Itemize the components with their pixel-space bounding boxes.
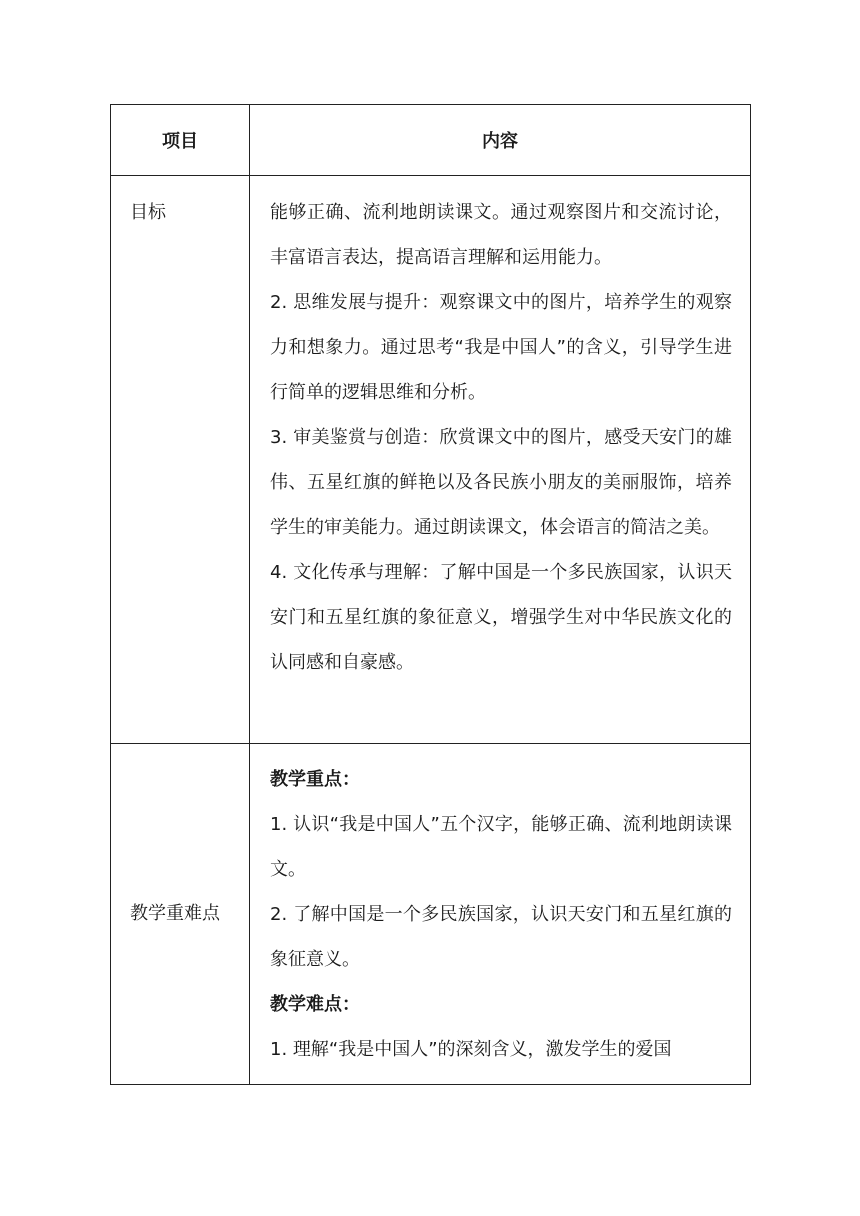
key-points-label: 教学重难点 — [130, 903, 220, 924]
header-content-cell: 内容 — [250, 105, 751, 176]
table-header-row — [111, 105, 751, 176]
goals-paragraph: 2. 思维发展与提升：观察课文中的图片，培养学生的观察力和想象力。通过思考“我是中国人”的含义，引导学生进行简单的逻辑思维和分析。 — [270, 292, 732, 403]
focus-item: 1. 认识“我是中国人”五个汉字，能够正确、流利地朗读课文。 — [270, 814, 732, 880]
lesson-plan-table — [110, 104, 751, 1085]
goals-label-cell — [111, 176, 250, 744]
goals-content — [250, 176, 750, 685]
header-item-cell: 项目 — [111, 105, 250, 176]
focus-heading: 教学重点： — [270, 769, 360, 790]
goals-label: 目标 — [130, 202, 166, 223]
goals-paragraph: 4. 文化传承与理解：了解中国是一个多民族国家，认识天安门和五星红旗的象征意义，增强学生对中华民族文化的认同感和自豪感。 — [270, 562, 732, 673]
key-points-content-cell — [250, 744, 751, 1085]
goals-paragraph: 能够正确、流利地朗读课文。通过观察图片和交流讨论，丰富语言表达，提高语言理解和运用能力。 — [270, 202, 732, 268]
table-row-key-points — [111, 744, 751, 1085]
key-points-content — [250, 744, 750, 1084]
difficulty-item: 1. 理解“我是中国人”的深刻含义，激发学生的爱国 — [270, 1039, 672, 1060]
focus-item: 2. 了解中国是一个多民族国家，认识天安门和五星红旗的象征意义。 — [270, 904, 732, 970]
table-row-goals — [111, 176, 751, 744]
goals-paragraph: 3. 审美鉴赏与创造：欣赏课文中的图片，感受天安门的雄伟、五星红旗的鲜艳以及各民族小朋友的美丽服饰，培养学生的审美能力。通过朗读课文，体会语言的简洁之美。 — [270, 427, 732, 538]
key-points-label-cell — [111, 744, 250, 1085]
difficulty-heading: 教学难点： — [270, 994, 360, 1015]
goals-content-cell — [250, 176, 751, 744]
